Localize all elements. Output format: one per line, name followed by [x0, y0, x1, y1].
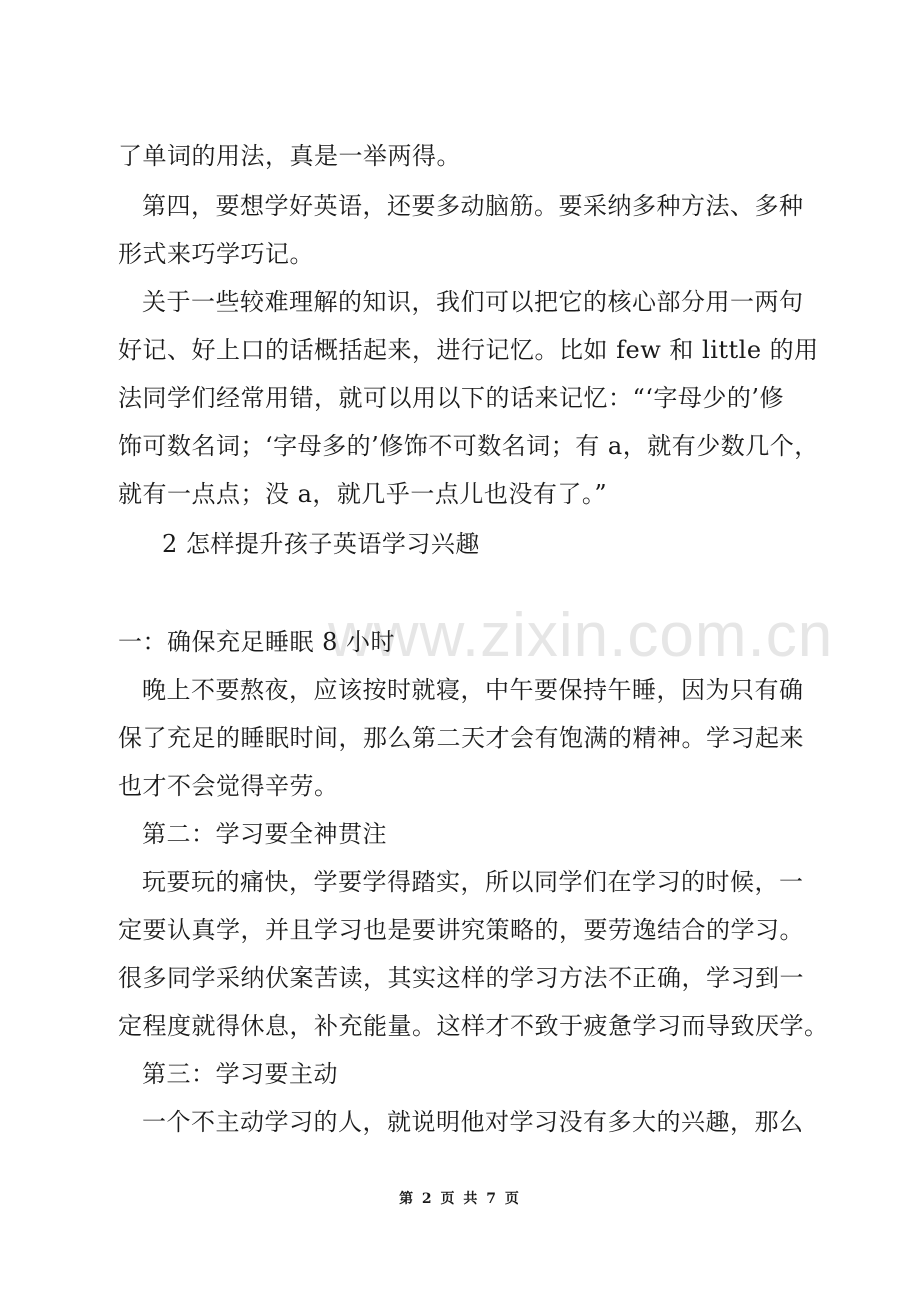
- body-line: 也才不会觉得辛劳。: [118, 772, 339, 800]
- body-line: 定程度就得休息，补充能量。这样才不致于疲惫学习而导致厌学。: [118, 1012, 829, 1040]
- body-line: 玩要玩的痛快，学要学得踏实，所以同学们在学习的时候，一: [142, 868, 804, 896]
- body-line: 定要认真学，并且学习也是要讲究策略的，要劳逸结合的学习。: [118, 916, 804, 944]
- section-heading: 2 怎样提升孩子英语学习兴趣: [162, 530, 480, 558]
- subheading: 一：确保充足睡眠 8 小时: [118, 628, 396, 656]
- body-line: 了单词的用法，真是一举两得。: [118, 142, 461, 170]
- body-line: 很多同学采纳伏案苦读，其实这样的学习方法不正确，学习到一: [118, 964, 804, 992]
- page-footer: 第 2 页 共 7 页: [399, 1191, 521, 1207]
- subheading: 第二：学习要全神贯注: [142, 820, 387, 848]
- body-line: 好记、好上口的话概括起来，进行记忆。比如 few 和 little 的用: [118, 336, 819, 364]
- body-line: 第四，要想学好英语，还要多动脑筋。要采纳多种方法、多种: [142, 192, 804, 220]
- body-line: 饰可数名词；‘字母多的’修饰不可数名词；有 a，就有少数几个，: [118, 432, 819, 460]
- subheading: 第三：学习要主动: [142, 1060, 338, 1088]
- body-line: 就有一点点；没 a，就几乎一点儿也没有了。”: [118, 480, 608, 508]
- watermark: www.zixin.com.cn: [328, 601, 834, 670]
- body-line: 保了充足的睡眠时间，那么第二天才会有饱满的精神。学习起来: [118, 724, 804, 752]
- body-line: 关于一些较难理解的知识，我们可以把它的核心部分用一两句: [142, 288, 804, 316]
- body-line: 一个不主动学习的人，就说明他对学习没有多大的兴趣，那么: [142, 1108, 804, 1136]
- body-line: 形式来巧学巧记。: [118, 240, 314, 268]
- body-line: 法同学们经常用错，就可以用以下的话来记忆：“‘字母少的’修: [118, 384, 785, 412]
- body-line: 晚上不要熬夜，应该按时就寝，中午要保持午睡，因为只有确: [142, 676, 804, 704]
